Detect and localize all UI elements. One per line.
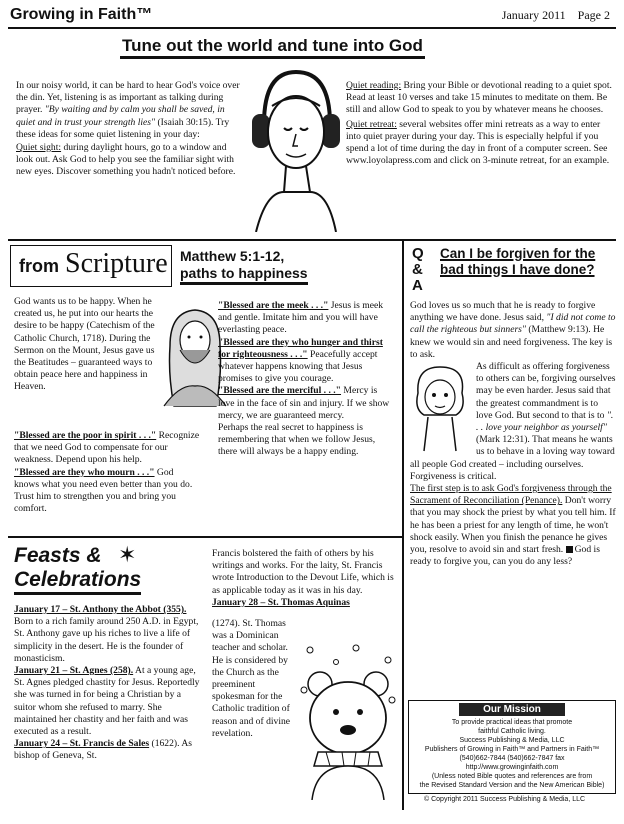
feasts-title-2: Celebrations [14,568,141,595]
scripture-col-1 [14,296,160,394]
qa-divider [402,240,404,810]
mourn-text: God knows what you need even better than you do. Trust him to strengthen you and bring you comfort. [14,466,193,515]
bullet-square [566,546,573,553]
meek-label: "Blessed are the meek . . ." [218,300,329,311]
merciful-label: "Blessed are the merciful . . ." [218,385,342,397]
mission-line-7: (Unless noted Bible quotes and references are from [431,773,593,780]
from-scripture-box [10,245,172,287]
qa-top-rule [402,239,616,241]
scripture-word: Scripture [65,248,168,279]
quiet-retreat-label: Quiet retreat: [346,118,397,130]
qa-p1b: (Matthew 9:13). He knew we would sin and need forgiveness. The key is to ask. [410,324,613,360]
date-page: January 2011 Page 2 [501,8,610,22]
mourn-label: "Blessed are they who mourn . . ." [14,466,155,478]
star-icon: ✶ [118,542,137,567]
francis-label: January 24 – St. Francis de Sales [14,738,150,750]
mission-line-4: Publishers of Growing in Faith™ and Partners in Faith™ [424,746,600,753]
a-letter: A [412,277,423,294]
quiet-sight-label: Quiet sight: [16,142,62,154]
qa-p2-quote: ". . . love your neighbor as yourself" [476,409,614,434]
scripture-intro: God wants us to be happy. When he created us, he put into our hearts the desire to be happy (Catechism of the Catholic Church, 1718). During the Sermon on the Mount, Jesus gave us the Beatitudes – guaranteed ways to obtain peace here and happiness in Heaven. [14,296,155,393]
amp-letter: & [412,261,423,278]
thomas-label: January 28 – St. Thomas Aquinas [212,596,350,608]
thomas-text: (1274). St. Thomas was a Dominican teacher and scholar. He is considered by the Church as the preeminent spokesman for the Catholic tradition of reason and of divine revelation. [212,618,291,739]
anthony-label: January 17 – St. Anthony the Abbot (355). [14,604,187,615]
section-rule-1 [8,239,404,241]
tune-intro-2: (Isaiah 30:15). Try these ideas for some quiet listening in your day: [16,116,230,140]
from-word: from [19,256,59,276]
meek-text: Jesus is meek and gentle. Imitate him and you will have everlasting peace. [218,300,384,336]
qa-p3-text: Don't worry that you may shock the priest by what you tell him. If he has been a priest for any length of time, he won't shock easily. When you finish the penance he gives you, resolve to avoid sin and start fresh. [410,495,616,556]
quiet-retreat-text: several websites offer mini retreats as a way to enter into quiet prayer during your day. This is especially helpful if you spend a lot of time during the day in front of a computer screen. See www.loyolapress.com and click on 3-minute retreat, for an example. [346,118,610,167]
mission-title: Our Mission [459,703,565,716]
mission-line-2: faithful Catholic living. [478,728,546,735]
francis-text: (1622). As bishop of Geneva, St. [14,738,193,762]
mission-line-8: the Revised Standard Version and the New American Bible) [419,782,605,789]
q-letter: Q [412,245,424,262]
qa-p3-label: The first step is to ask God's forgiveness through the Sacrament of Reconciliation (Penance). [410,483,612,507]
newsletter-title: Growing in Faith™ [10,6,153,23]
feasts-title-1: Feasts & [14,544,102,567]
qa-letters [412,246,424,294]
isaiah-quote: "By waiting and by calm you shall be saved, in quiet and in trust your strength lies" [16,104,225,128]
qa-p2: As difficult as offering forgiveness to others can be, forgiving ourselves may be even harder. Jesus said that the greatest commandment is to love God. But second to that is to [476,361,616,421]
poor-text: Recognize that we need God to compensate for our weakness. Depend upon his help. [14,430,200,466]
feasts-col-2-bottom [212,618,298,740]
copyright: © Copyright 2011 Success Publishing & Media, LLC [424,796,586,803]
quiet-sight-text: during daylight hours, go to a window and look out. Ask God to help you see the familiar sight with new eyes. Discover something you hadn't noticed before. [16,142,236,178]
poor-label: "Blessed are the poor in spirit . . ." [14,430,157,441]
quiet-reading-label: Quiet reading: [346,80,402,91]
qa-p1a: God loves us so much that he is ready to forgive anything we have done. Jesus said, [410,300,596,324]
tune-title: Tune out the world and tune into God [120,36,425,59]
header-rule [8,27,616,29]
mission-line-3: Success Publishing & Media, LLC [459,737,565,744]
section-rule-2 [8,536,402,538]
mission-line-6: http://www.growinginfaith.com [465,764,559,771]
qa-p1-quote: "I did not come to call the righteous but sinners" [410,312,616,336]
scripture-col-2 [218,300,394,459]
quiet-reading-text: Bring your Bible or devotional reading to a quiet spot. Read at least 10 verses and take 15 minutes to meditate on them. Be still and allow God to speak to you by whatever means he chooses. [346,80,612,116]
qa-question: Can I be forgiven for the bad things I have done? [440,246,596,277]
ref-line-2: paths to happiness [180,265,308,285]
child-illustration [410,363,470,455]
merciful-text: Mercy is love in the face of sin and injury. If we show mercy, we are guaranteed mercy. [218,385,390,421]
agnes-text: At a young age, St. Agnes pledged chastity for Jesus. Reportedly she was turned in for being a Christian by a suitor whom she refused to marry. She maintained her chastity and her faith and was executed as a result. [14,665,200,738]
scripture-closing: Perhaps the real secret to happiness is remembering that when we follow Jesus, there will always be a happy ending. [218,422,376,458]
qa-p2b: (Mark 12:31). That means he wants us to behave in a loving way toward all people God created – including ourselves. Forgiveness is critical. [410,434,615,482]
qa-answer [410,300,616,568]
francis-continued: Francis bolstered the faith of others by his writings and works. For the laity, St. Francis wrote Introduction to the Devout Life, which is as applicable today as it was in his day. [212,548,394,596]
headphones-illustration [246,62,342,232]
tune-left-column [16,80,242,179]
ref-line-1: Matthew 5:1-12, [180,248,285,264]
mission-line-5: (540)662-7844 (540)662-7847 fax [459,755,565,762]
agnes-label: January 21 – St. Agnes (258). [14,665,134,677]
mission-line-1: To provide practical ideas that promote [451,719,573,726]
feasts-col-2-top [212,548,396,609]
qa-p3-end: God is ready to forgive you, can you do any less? [410,544,600,568]
anthony-text: Born to a rich family around 250 A.D. in Egypt, St. Anthony gave up his riches to live a life of simplicity in the desert. He is the founder of monasticism. [14,616,199,664]
mission-box [408,700,616,794]
feasts-col-1 [14,604,204,763]
hunger-label: "Blessed are they who hunger and thirst for righteousness . . ." [218,336,383,360]
tune-right-column [346,80,614,167]
snow-bear-illustration [296,640,400,800]
scripture-col-1b [14,430,200,515]
scripture-reference [180,248,308,285]
tune-intro: In our noisy world, it can be hard to hear God's voice over the din. Yet, listening is as important as talking during prayer. [16,80,240,116]
hunger-text: Peacefully accept whatever happens knowing that Jesus promises to give you courage. [218,348,378,385]
